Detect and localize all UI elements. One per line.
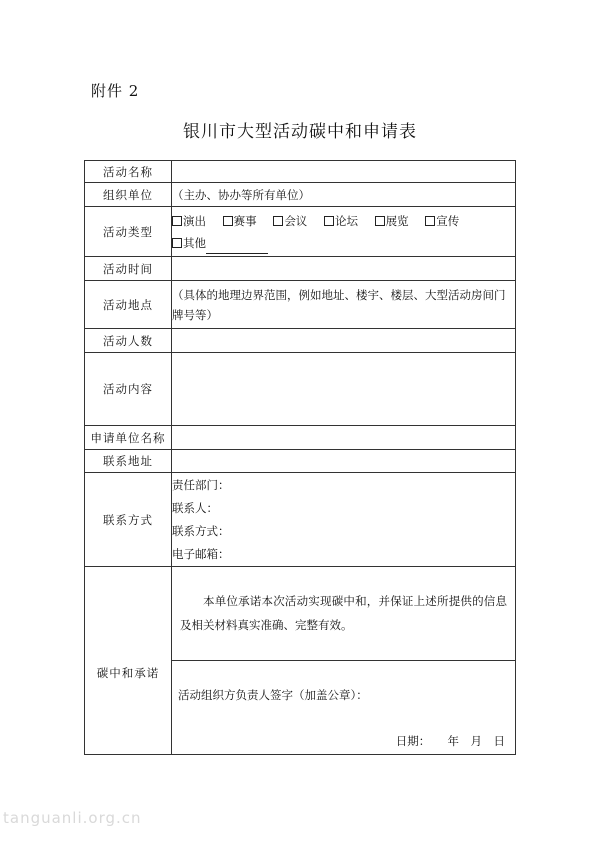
checkbox-performance[interactable]: 演出 — [172, 210, 206, 232]
row-applicant — [85, 426, 516, 450]
row-content — [85, 353, 516, 426]
checkbox-promotion[interactable]: 宣传 — [425, 210, 459, 232]
row-attendees — [85, 329, 516, 353]
pledge-text-cell — [172, 567, 516, 661]
checkbox-icon — [273, 216, 283, 226]
pledge-text: 本单位承诺本次活动实现碳中和，并保证上述所提供的信息及相关材料真实准确、完整有效。 — [180, 594, 507, 632]
row-organizer — [85, 183, 516, 207]
signature-cell — [172, 661, 516, 755]
field-applicant[interactable] — [172, 426, 516, 450]
label-address: 联系地址 — [85, 450, 172, 473]
label-activity-type: 活动类型 — [85, 207, 172, 257]
field-content[interactable] — [172, 353, 516, 426]
checkbox-conference[interactable]: 会议 — [273, 210, 307, 232]
attachment-label: 附件 2 — [91, 82, 140, 100]
label-attendees: 活动人数 — [85, 329, 172, 353]
contact-person[interactable]: 联系人： — [172, 500, 218, 515]
label-activity-location: 活动地点 — [85, 281, 172, 329]
row-contact — [85, 473, 516, 567]
label-organizer: 组织单位 — [85, 183, 172, 207]
contact-department[interactable]: 责任部门： — [172, 477, 230, 492]
checkbox-icon — [375, 216, 385, 226]
row-pledge — [85, 567, 516, 661]
label-contact: 联系方式 — [85, 473, 172, 567]
checkbox-icon — [172, 238, 182, 248]
field-activity-name[interactable] — [172, 161, 516, 183]
label-applicant: 申请单位名称 — [85, 426, 172, 450]
label-content: 活动内容 — [85, 353, 172, 426]
row-activity-type — [85, 207, 516, 257]
row-activity-time — [85, 257, 516, 281]
field-address[interactable] — [172, 450, 516, 473]
label-activity-name: 活动名称 — [85, 161, 172, 183]
checkbox-icon — [324, 216, 334, 226]
date-label[interactable]: 日期： 年 月 日 — [395, 734, 505, 748]
label-activity-time: 活动时间 — [85, 257, 172, 281]
row-activity-name — [85, 161, 516, 183]
contact-phone[interactable]: 联系方式： — [172, 523, 230, 538]
site-watermark: tanguanli.org.cn — [3, 809, 142, 827]
field-contact — [172, 473, 516, 567]
label-pledge: 碳中和承诺 — [85, 567, 172, 755]
field-activity-time[interactable] — [172, 257, 516, 281]
signature-label[interactable]: 活动组织方负责人签字（加盖公章）： — [178, 688, 368, 702]
contact-email[interactable]: 电子邮箱： — [172, 546, 230, 561]
checkbox-icon — [172, 216, 182, 226]
checkbox-icon — [425, 216, 435, 226]
field-activity-type — [172, 207, 516, 257]
row-address — [85, 450, 516, 473]
row-activity-location — [85, 281, 516, 329]
field-organizer[interactable]: （主办、协办等所有单位） — [172, 183, 516, 207]
checkbox-other[interactable]: 其他 — [172, 232, 268, 254]
checkbox-competition[interactable]: 赛事 — [223, 210, 257, 232]
field-attendees[interactable] — [172, 329, 516, 353]
application-form-table — [84, 160, 516, 755]
checkbox-icon — [223, 216, 233, 226]
other-fill-line[interactable] — [206, 243, 268, 254]
field-activity-location[interactable]: （具体的地理边界范围，例如地址、楼宇、楼层、大型活动房间门牌号等） — [172, 281, 516, 329]
checkbox-forum[interactable]: 论坛 — [324, 210, 358, 232]
checkbox-exhibition[interactable]: 展览 — [375, 210, 409, 232]
form-title: 银川市大型活动碳中和申请表 — [183, 122, 417, 142]
